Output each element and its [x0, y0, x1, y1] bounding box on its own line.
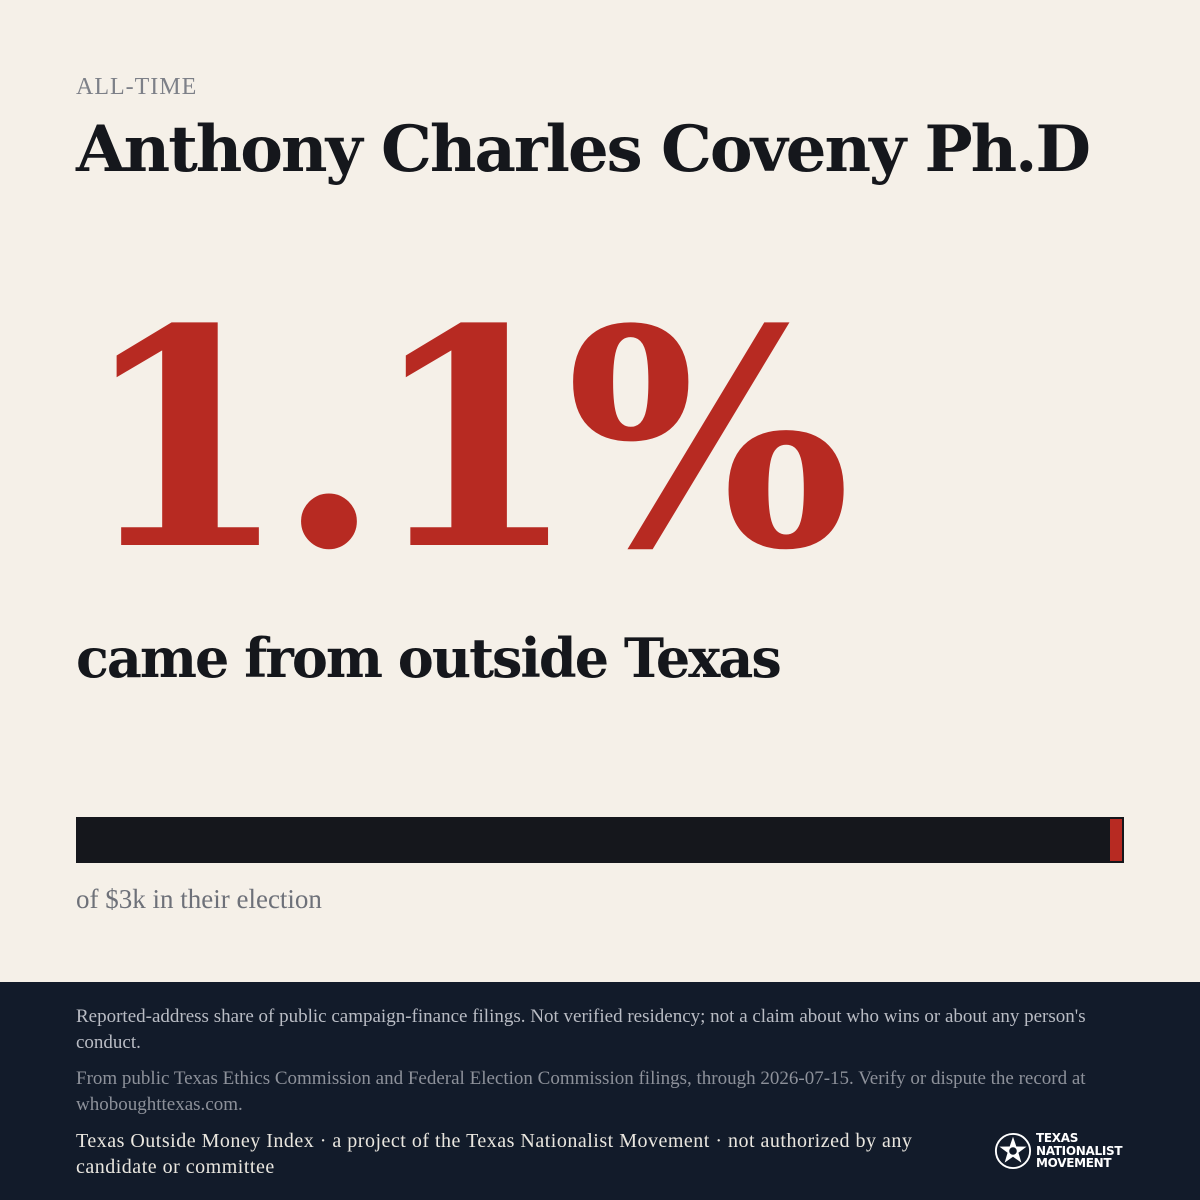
tnm-logo	[994, 1132, 1122, 1170]
star-seal-icon	[994, 1132, 1032, 1170]
period-label: ALL-TIME	[76, 74, 198, 100]
footer-source: From public Texas Ethics Commission and Federal Election Commission filings, through 2026-07-15. Verify or dispute the record at whoboughttexas.com.	[76, 1068, 1086, 1115]
candidate-name: Anthony Charles Coveny Ph.D	[76, 112, 1089, 187]
logo-line-1: TEXAS	[1036, 1131, 1079, 1146]
outside-share-fill	[1110, 819, 1122, 861]
footer-disclaimer: Reported-address share of public campaign-finance filings. Not verified residency; not a claim about who wins or about any person's conduct.	[76, 1006, 1086, 1053]
logo-line-3: MOVEMENT	[1036, 1156, 1112, 1171]
share-bar	[76, 817, 1124, 863]
logo-wordmark	[1036, 1132, 1122, 1170]
total-raised-label: of $3k in their election	[76, 884, 322, 914]
logo-line-2: NATIONALIST	[1036, 1143, 1123, 1158]
percent-caption: came from outside Texas	[76, 626, 780, 690]
outside-percent: 1.1%	[80, 263, 839, 616]
footer-project-credit: Texas Outside Money Index · a project of the Texas Nationalist Movement · not authorized by any candidate or committee	[76, 1130, 913, 1178]
